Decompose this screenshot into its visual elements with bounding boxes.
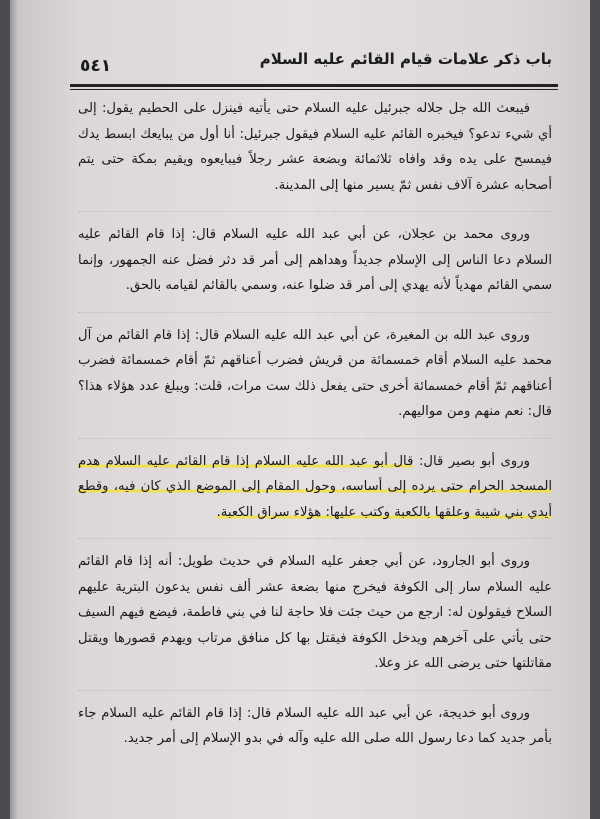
- paragraph-1: فيبعث الله جل جلاله جبرئيل عليه السلام حتى يأتيه فينزل على الحطيم يقول: إلى أي شيء تدعو؟ فيخبره القائم عليه السلام فيقول جبرئيل: أنا أول من يبايعك ابسط يدك فيمسح على يده وقد وافاه ثلاثمائة وبضعة عشر رجلاً فيبايعوه ويقيم بمكة حتى يتم أصحابه عشرة آلاف نفس ثمّ يسير منها إلى المدينة.: [78, 101, 552, 193]
- header-rule-thin: [70, 89, 558, 90]
- page-header: [80, 50, 552, 80]
- paragraph-divider: [78, 438, 552, 439]
- paragraph-4-lead: وروى أبو بصير قال:: [413, 453, 530, 469]
- paragraph-divider: [78, 211, 552, 212]
- paragraph-4: [78, 449, 552, 526]
- page-gutter-shadow: [10, 0, 18, 819]
- paragraph-divider: [78, 312, 552, 313]
- paragraph-divider: [78, 538, 552, 539]
- paragraph-6: وروى أبو خديجة، عن أبي عبد الله عليه السلام قال: إذا قام القائم عليه السلام جاء بأمر جديد كما دعا رسول الله صلى الله عليه وآله في بدو الإسلام إلى أمر جديد.: [78, 705, 552, 746]
- paragraph-3: وروى عبد الله بن المغيرة، عن أبي عبد الله عليه السلام قال: إذا قام القائم من آل محمد عليه السلام أقام خمسمائة من قريش فضرب أعناقهم ثمّ أقام خمسمائة فضرب أعناقهم ثمّ أقام خمسمائة أخرى حتى يفعل ذلك ست مرات، قلت: ويبلغ عدد هؤلاء هذا؟ قال: نعم منهم ومن مواليهم.: [78, 327, 552, 419]
- paragraph-5: وروى أبو الجارود، عن أبي جعفر عليه السلام في حديث طويل: أنه إذا قام القائم عليه السلام سار إلى الكوفة فيخرج منها بضعة عشر ألف نفس يدعون البترية عليهم السلاح فيقولون له: ارجع من حيث جئت فلا حاجة لنا في بني فاطمة، فيضع فيهم السيف حتى يأتي على آخرهم ويدخل الكوفة فيقتل بها كل منافق مرتاب ويهدم قصورها ويقتل مقاتلتها حتى يرضى الله عز وعلا.: [78, 554, 552, 671]
- header-rule-thick: [70, 84, 558, 87]
- page-body: [78, 96, 552, 765]
- highlighted-passage: قال أبو عبد الله عليه السلام إذا قام القائم عليه السلام هدم المسجد الحرام حتى يرده إلى أساسه، وحول المقام إلى الموضع الذي كان فيه، وقطع أيدي بني شيبة وعلقها بالكعبة وكتب عليها: هؤلاء سراق الكعبة.: [78, 453, 552, 520]
- paragraph-2: وروى محمد بن عجلان، عن أبي عبد الله عليه السلام قال: إذا قام القائم عليه السلام دعا الناس إلى الإسلام جديداً وهداهم إلى أمر قد دثر فضل عنه الجمهور، وإنما سمي القائم مهدياً لأنه يهدي إلى أمر قد ضلوا عنه، وسمي بالقائم لقيامه بالحق.: [78, 227, 552, 293]
- page-number: ٥٤١: [80, 56, 112, 76]
- paragraph-divider: [78, 690, 552, 691]
- book-page: [10, 0, 590, 819]
- chapter-title: باب ذكر علامات قيام القائم عليه السلام: [259, 50, 552, 68]
